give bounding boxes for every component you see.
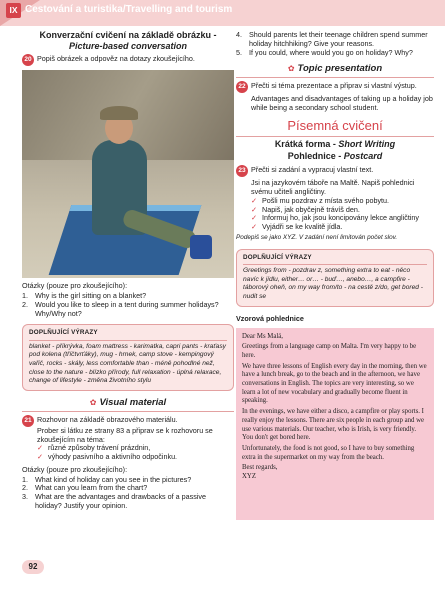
task-body: Jsi na jazykovém táboře na Maltě. Napiš pohlednici svému učiteli angličtiny. — [251, 178, 415, 197]
topic-presentation-label: Topic presentation — [297, 63, 383, 75]
sample-postcard — [236, 328, 434, 520]
checklist-text: Informuj ho, jak jsou koncipovány lekce angličtiny — [262, 213, 420, 223]
topic-presentation-title — [236, 63, 434, 75]
task-note: Podepiš se jako XYZ. V zadání není limitován počet slov. — [236, 233, 398, 241]
flower-icon: ✿ — [287, 64, 295, 74]
question-number: 2. — [22, 299, 28, 309]
flower-icon: ✿ — [89, 398, 97, 408]
question-text: Would you like to sleep in a tent during summer holidays? Why/Why not? — [35, 299, 219, 318]
visual-material-label: Visual material — [99, 397, 167, 409]
checklist-item — [37, 453, 234, 462]
short-writing-cz: Krátká forma - — [274, 139, 339, 150]
questions-label: Otázky (pouze pro zkoušejícího): — [22, 281, 128, 291]
checklist-item — [251, 223, 434, 232]
postcard-paragraph: Unfortunately, the food is not good, so I have to buy something extra in the supermarket on my way from the beach. — [242, 444, 415, 461]
question-number: 3. — [22, 492, 28, 502]
checklist — [22, 444, 234, 462]
checkmark-icon: ✓ — [251, 222, 258, 232]
section-title — [22, 30, 234, 51]
task-21 — [22, 415, 234, 427]
task-body: Advantages and disadvantages of taking up a holiday job while being a secondary school student. — [251, 93, 433, 112]
vocab-text: Greetings from - pozdrav z, something extra to eat - něco navíc k jídlu, either… or… - buď…, anebo…, a campfire - táborový oheň, on my way from/to - na cestě z/do, get bored - nudit se — [243, 267, 423, 301]
task-number-badge: 21 — [22, 415, 34, 427]
page-number: 92 — [22, 560, 44, 574]
sample-postcard-heading: Vzorová pohlednice — [236, 313, 304, 323]
postcard-title — [236, 151, 434, 162]
task-text: Přečti si téma prezentace a připrav si vlastní výstup. — [251, 80, 417, 90]
question-number: 5. — [236, 47, 242, 57]
question-number: 2. — [22, 483, 28, 493]
task-number-badge: 20 — [22, 54, 34, 66]
vocab-heading: DOPLŇUJÍCÍ VÝRAZY — [29, 329, 227, 340]
postcard-paragraph: Dear Ms Malá, — [242, 332, 283, 340]
questions-list — [22, 476, 234, 511]
question-text: What kind of holiday can you see in the pictures? — [35, 474, 192, 484]
checkmark-icon: ✓ — [37, 443, 44, 453]
vocab-text: blanket - přikrývka, foam mattress - karimatka, capri pants - kraťasy pod kolena (tříčtvrťáky), mug - hrnek, camp stove - kempingový vařič, rocks - skály, less comfortable than - méně pohodlné než, close to the nature - blízko přírody, full relaxation - úplná relaxace, change of lifestyle - změna životního stylu — [29, 342, 226, 385]
postcard-en: Postcard — [343, 151, 383, 162]
short-writing-en: Short Writing — [338, 139, 396, 150]
question-item — [236, 31, 434, 49]
photo-camp-stove — [190, 235, 212, 259]
questions-list — [22, 292, 234, 318]
checklist — [236, 197, 434, 232]
question-number: 1. — [22, 291, 28, 300]
question-item — [22, 301, 234, 319]
left-column — [22, 26, 234, 593]
task-text: Popiš obrázek a odpověz na dotazy zkoušejícího. — [37, 54, 195, 64]
divider — [236, 77, 434, 78]
task-number-badge: 23 — [236, 165, 248, 177]
checkmark-icon: ✓ — [251, 204, 258, 214]
checklist-text: různé způsoby trávení prázdnin, — [48, 443, 151, 453]
divider — [236, 136, 434, 137]
postcard-closing: Best regards, — [242, 464, 278, 472]
question-text: What can you learn from the chart? — [35, 483, 148, 493]
task-number-badge: 22 — [236, 81, 248, 93]
question-number: 1. — [22, 474, 28, 484]
checkmark-icon: ✓ — [37, 452, 44, 462]
postcard-cz: Pohlednice - — [287, 151, 344, 162]
photo-hat — [100, 106, 138, 120]
vocab-heading: DOPLŇUJÍCÍ VÝRAZY — [243, 254, 427, 265]
checkmark-icon: ✓ — [251, 195, 258, 205]
question-number: 4. — [236, 30, 242, 39]
question-text: Why is the girl sitting on a blanket? — [35, 291, 147, 300]
chapter-banner — [0, 0, 445, 26]
checklist-text: Napiš, jak obyčejně trávíš den. — [262, 204, 360, 214]
postcard-paragraph: Greetings from a language camp on Malta. I'm very happy to be here. — [242, 343, 417, 360]
chapter-number-badge: IX — [6, 3, 21, 18]
checkmark-icon: ✓ — [251, 213, 258, 223]
task-body: Prober si látku ze strany 83 a připrav se k rozhovoru se zkoušejícím na téma: — [37, 425, 213, 444]
section-title-line2: Picture-based conversation — [68, 40, 188, 51]
task-22 — [236, 81, 434, 93]
questions-label: Otázky (pouze pro zkoušejícího): — [22, 464, 128, 474]
question-text: If you could, where would you go on holiday? Why? — [249, 47, 413, 57]
right-column — [236, 26, 434, 593]
checklist-text: Vyjádři se ke kvalitě jídla. — [262, 222, 343, 232]
postcard-paragraph: In the evenings, we have either a disco, a campfire or play sports. I really enjoy the lessons. There are six people in each group and we use various materials. Our teacher, who is Irish, is very friendly. You don't get bored here. — [242, 408, 425, 442]
short-writing-title — [236, 139, 434, 150]
question-item — [236, 49, 434, 58]
task-text: Přečti si zadání a vypracuj vlastní text. — [251, 165, 374, 175]
question-item — [22, 493, 234, 511]
divider — [22, 411, 234, 412]
photo-girl-on-blanket — [22, 70, 234, 278]
questions-list-continued — [236, 31, 434, 57]
section-title-line1: Konverzační cvičení na základě obrázku - — [39, 30, 217, 40]
question-text: Should parents let their teenage children spend summer holiday hitchhiking? Give your reasons. — [249, 30, 428, 48]
checklist-text: Pošli mu pozdrav z místa svého pobytu. — [262, 195, 390, 205]
chapter-title: Cestování a turistika/Travelling and tourism — [25, 4, 233, 15]
visual-material-title — [22, 397, 234, 409]
postcard-paragraph: We have three lessons of English every day in the morning, then we have a lunch break, go to the beach and in the afternoon, we have conversations in English. The topics are very interesting, so we learn a lot of new vocabulary and gradually become fluent in speaking. — [242, 362, 427, 405]
vocab-box — [236, 249, 434, 307]
task-text: Rozhovor na základě obrazového materiálu. — [37, 414, 178, 424]
task-20 — [22, 54, 234, 66]
question-text: What are the advantages and drawbacks of a passive holiday? Justify your opinion. — [35, 492, 207, 510]
task-23 — [236, 165, 434, 177]
postcard-signature: XYZ — [242, 472, 256, 480]
checklist-text: výhody pasivního a aktivního odpočinku. — [48, 452, 178, 462]
vocab-box — [22, 324, 234, 391]
written-exercises-title: Písemná cvičení — [287, 118, 383, 134]
